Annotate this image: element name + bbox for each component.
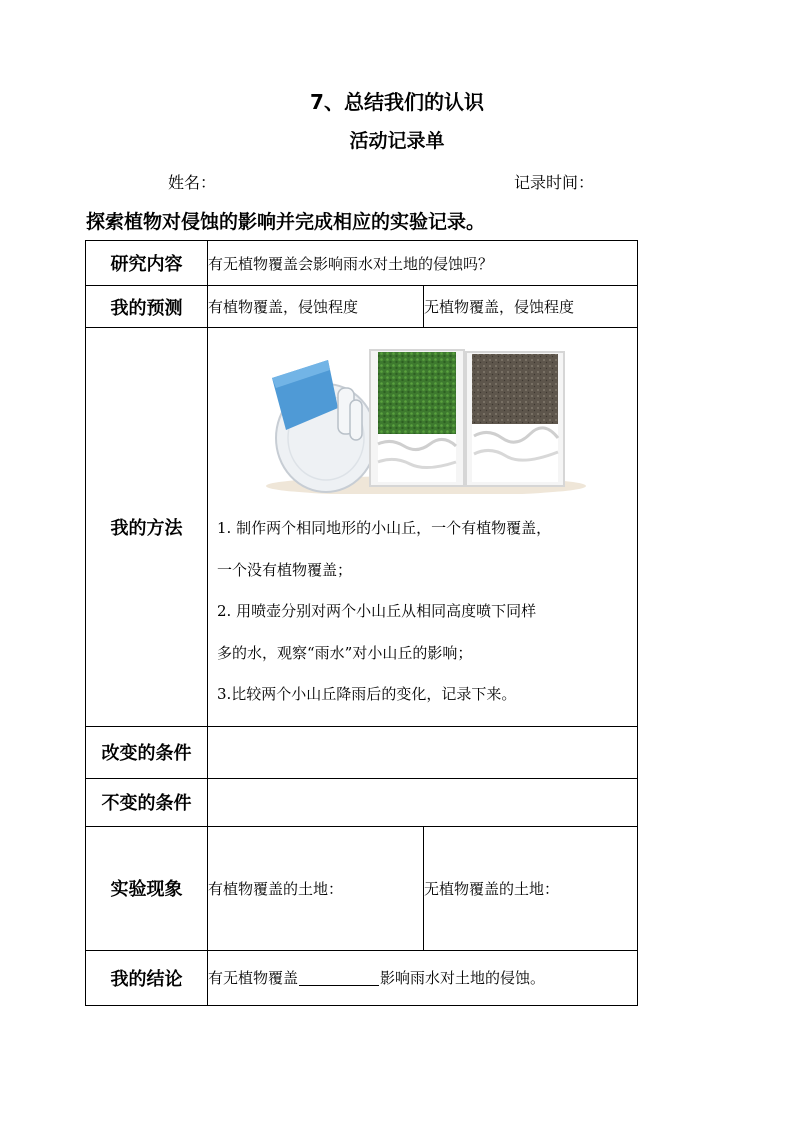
row-prediction xyxy=(86,286,638,328)
row-phenomenon xyxy=(86,826,638,950)
prediction-without-plants[interactable]: 无植物覆盖，侵蚀程度 xyxy=(424,286,638,328)
record-table xyxy=(85,240,638,1006)
conclusion-blank[interactable] xyxy=(299,969,379,986)
method-line: 多的水，观察“雨水”对小山丘的影响； xyxy=(217,643,473,662)
changed-conditions-field[interactable] xyxy=(208,726,638,778)
phenomenon-label: 实验现象 xyxy=(86,826,208,950)
research-label: 研究内容 xyxy=(86,241,208,286)
unchanged-conditions-label: 不变的条件 xyxy=(86,778,208,826)
row-research xyxy=(86,241,638,286)
conclusion-cell xyxy=(208,950,638,1005)
phenomenon-with-plants[interactable]: 有植物覆盖的土地： xyxy=(208,826,424,950)
conclusion-text-after: 影响雨水对土地的侵蚀。 xyxy=(380,969,546,987)
page-subtitle: 活动记录单 xyxy=(349,130,445,152)
row-method xyxy=(86,328,638,727)
instruction-text: 探索植物对侵蚀的影响并完成相应的实验记录。 xyxy=(86,211,486,233)
experiment-photo xyxy=(266,346,586,494)
row-conclusion xyxy=(86,950,638,1005)
method-steps xyxy=(208,498,637,726)
prediction-label: 我的预测 xyxy=(86,286,208,328)
phenomenon-without-plants[interactable]: 无植物覆盖的土地： xyxy=(424,826,638,950)
changed-conditions-label: 改变的条件 xyxy=(86,726,208,778)
method-line: 1. 制作两个相同地形的小山丘，一个有植物覆盖， xyxy=(217,519,552,537)
method-line: 一个没有植物覆盖； xyxy=(217,560,353,579)
research-text: 有无植物覆盖会影响雨水对土地的侵蚀吗？ xyxy=(208,241,638,286)
method-cell xyxy=(208,328,638,727)
method-line: 2. 用喷壶分别对两个小山丘从相同高度喷下同样 xyxy=(217,602,537,620)
page-title: 7、总结我们的认识 xyxy=(310,90,484,114)
method-label: 我的方法 xyxy=(86,328,208,727)
method-line: 3.比较两个小山丘降雨后的变化，记录下来。 xyxy=(217,685,517,703)
unchanged-conditions-field[interactable] xyxy=(208,778,638,826)
row-unchanged-conditions xyxy=(86,778,638,826)
row-changed-conditions xyxy=(86,726,638,778)
name-label: 姓名： xyxy=(168,173,217,192)
conclusion-text-before: 有无植物覆盖 xyxy=(208,969,299,987)
record-time-label: 记录时间： xyxy=(514,173,595,192)
conclusion-label: 我的结论 xyxy=(86,950,208,1005)
prediction-with-plants[interactable]: 有植物覆盖，侵蚀程度 xyxy=(208,286,424,328)
